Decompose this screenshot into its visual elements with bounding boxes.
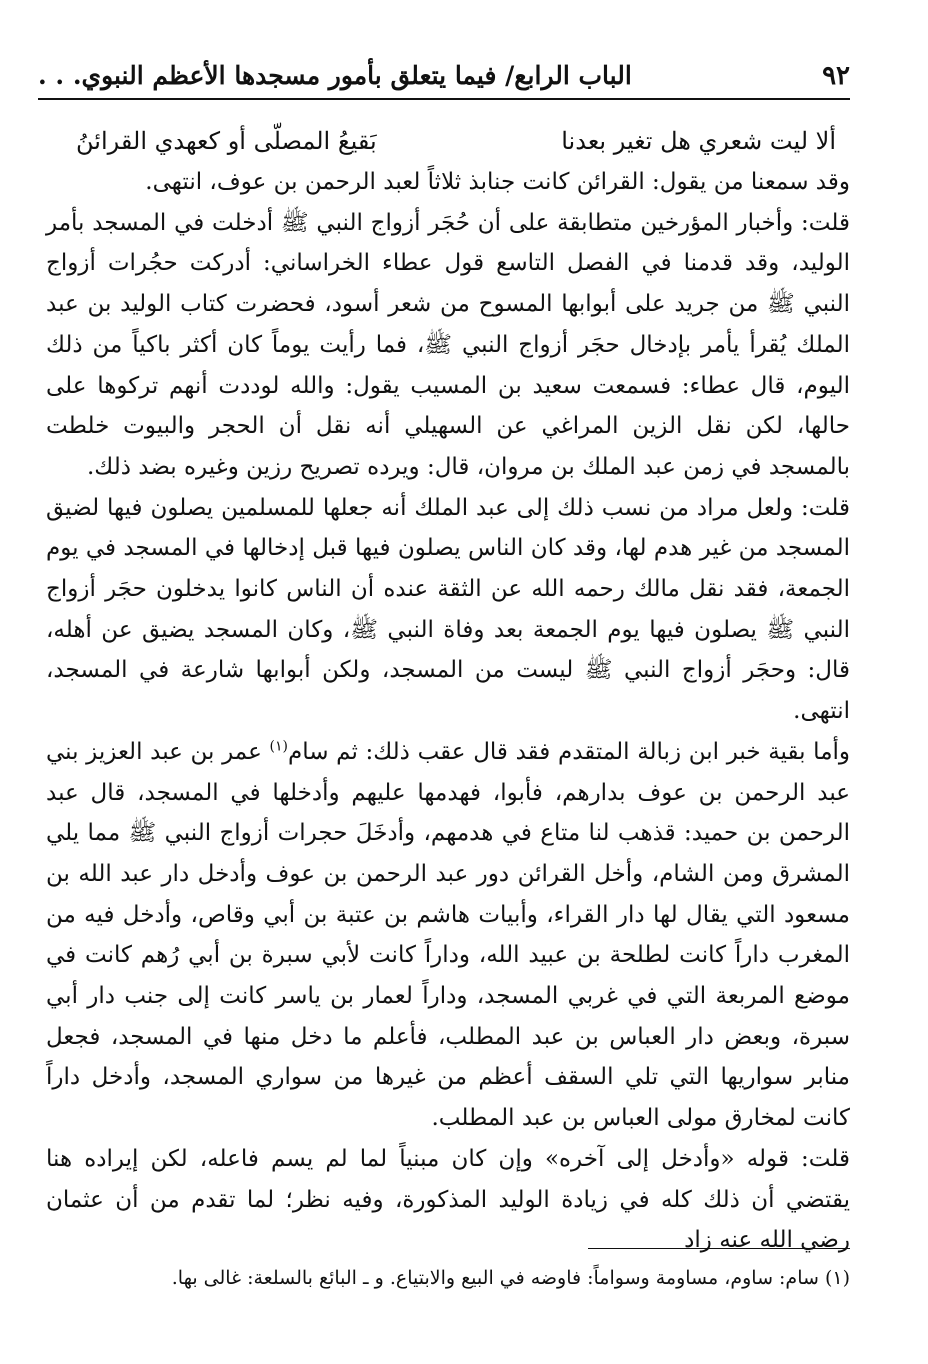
paragraph-with-note — [46, 732, 850, 1139]
paragraph-text: عمر بن عبد العزيز بني عبد الرحمن بن عوف بدارهم، فأبوا، فهدمها عليهم وأدخلها في المسجد، قال عبد الرحمن بن حميد: قذهب لنا متاع في هدمهم، وأدخَلَ حجرات أزواج النبي ﷺ مما يلي المشرق ومن الشام، وأخل القرائن دور عبد الرحمن بن عوف وأدخل دار عبد الله بن مسعود التي يقال لها دار القراء، وأبيات هاشم بن عتبة بن أبي وقاص، وأدخل فيه من المغرب داراً كانت لطلحة بن عبيد الله، وداراً كانت لأبي سبرة بن أبي رُهم كانت في موضع المربعة التي في غربي المسجد، وداراً لعمار بن ياسر كانت إلى جنب دار أبي سبرة، وبعض دار العباس بن عبد المطلب، فأعلم ما دخل منها في المسجد، فجعل منابر سواريها التي تلي السقف أعظم من غيرها من سواري المسجد، وأدخل داراً كانت لمخارق مولى العباس بن عبد المطلب. — [46, 738, 850, 1132]
paragraph: قلت: قوله «وأدخل إلى آخره» وإن كان مبنياً لما لم يسم فاعله، لكن إيراده هنا يقتضي أن ذلك كله في زيادة الوليد المذكورة، وفيه نظر؛ لما تقدم من أن عثمان رضي الله عنه زاد — [46, 1145, 850, 1254]
running-title: الباب الرابع/ فيما يتعلق بأمور مسجدها الأعظم النبوي. . . — [38, 61, 632, 90]
paragraph-text: وأما بقية خبر ابن زبالة المتقدم فقد قال عقب ذلك: ثم سام — [287, 738, 851, 765]
body-text — [46, 120, 850, 1261]
header-rule — [38, 98, 850, 100]
verse-hemistich-first: ألا ليت شعري هل تغير بعدنا — [561, 127, 836, 155]
paragraph: وقد سمعنا من يقول: القرائن كانت جنابذ ثلاثاً لعبد الرحمن بن عوف، انتهى. — [145, 169, 850, 195]
footnote-rule — [588, 1248, 850, 1249]
page-header — [38, 56, 850, 96]
page-number: ٩٢ — [822, 61, 850, 91]
paragraph: قلت: وأخبار المؤرخين متطابقة على أن حُجَر أزواج النبي ﷺ أدخلت في المسجد بأمر الوليد، وقد قدمنا في الفصل التاسع قول عطاء الخراساني: أدركت حجُرات أزواج النبي ﷺ من جريد على أبوابها المسوح من شعر أسود، فحضرت كتاب الوليد بن عبد الملك يُقرأ يأمر بإدخال حجَر أزواج النبي ﷺ، فما رأيت يوماً كان أكثر باكياً من ذلك اليوم، قال عطاء: فسمعت سعيد بن المسيب يقول: والله لوددت أنهم تركوها على حالها، لكن نقل الزين المراغي عن السهيلي أنه نقل أن الحجر والبيوت خلطت بالمسجد في زمن عبد الملك بن مروان، قال: ويرده تصريح رزين وغيره بضد ذلك. — [46, 209, 850, 480]
footnote: (١) سام: ساوم، مساومة وسواماً: فاوضه في البيع والابتياع. و ـ البائع بالسلعة: غالى بها. — [171, 1267, 850, 1289]
paragraph: قلت: ولعل مراد من نسب ذلك إلى عبد الملك أنه جعلها للمسلمين يصلون فيها لضيق المسجد من غير هدم لها، وقد كان الناس يصلون فيها قبل إدخالها في المسجد في يوم الجمعة، فقد نقل مالك رحمه الله عن الثقة عنده أن الناس كانوا يدخلون حجَر أزواج النبي ﷺ يصلون فيها يوم الجمعة بعد وفاة النبي ﷺ، وكان المسجد يضيق عن أهله، قال: وحجَر أزواج النبي ﷺ ليست من المسجد، ولكن أبوابها شارعة في المسجد، انتهى. — [46, 494, 850, 725]
footnote-marker: (١) — [269, 738, 288, 755]
verse-hemistich-second: بَقيعُ المصلّى أو كعهدي القرائنُ — [76, 127, 377, 155]
poetry-verse — [46, 120, 850, 162]
